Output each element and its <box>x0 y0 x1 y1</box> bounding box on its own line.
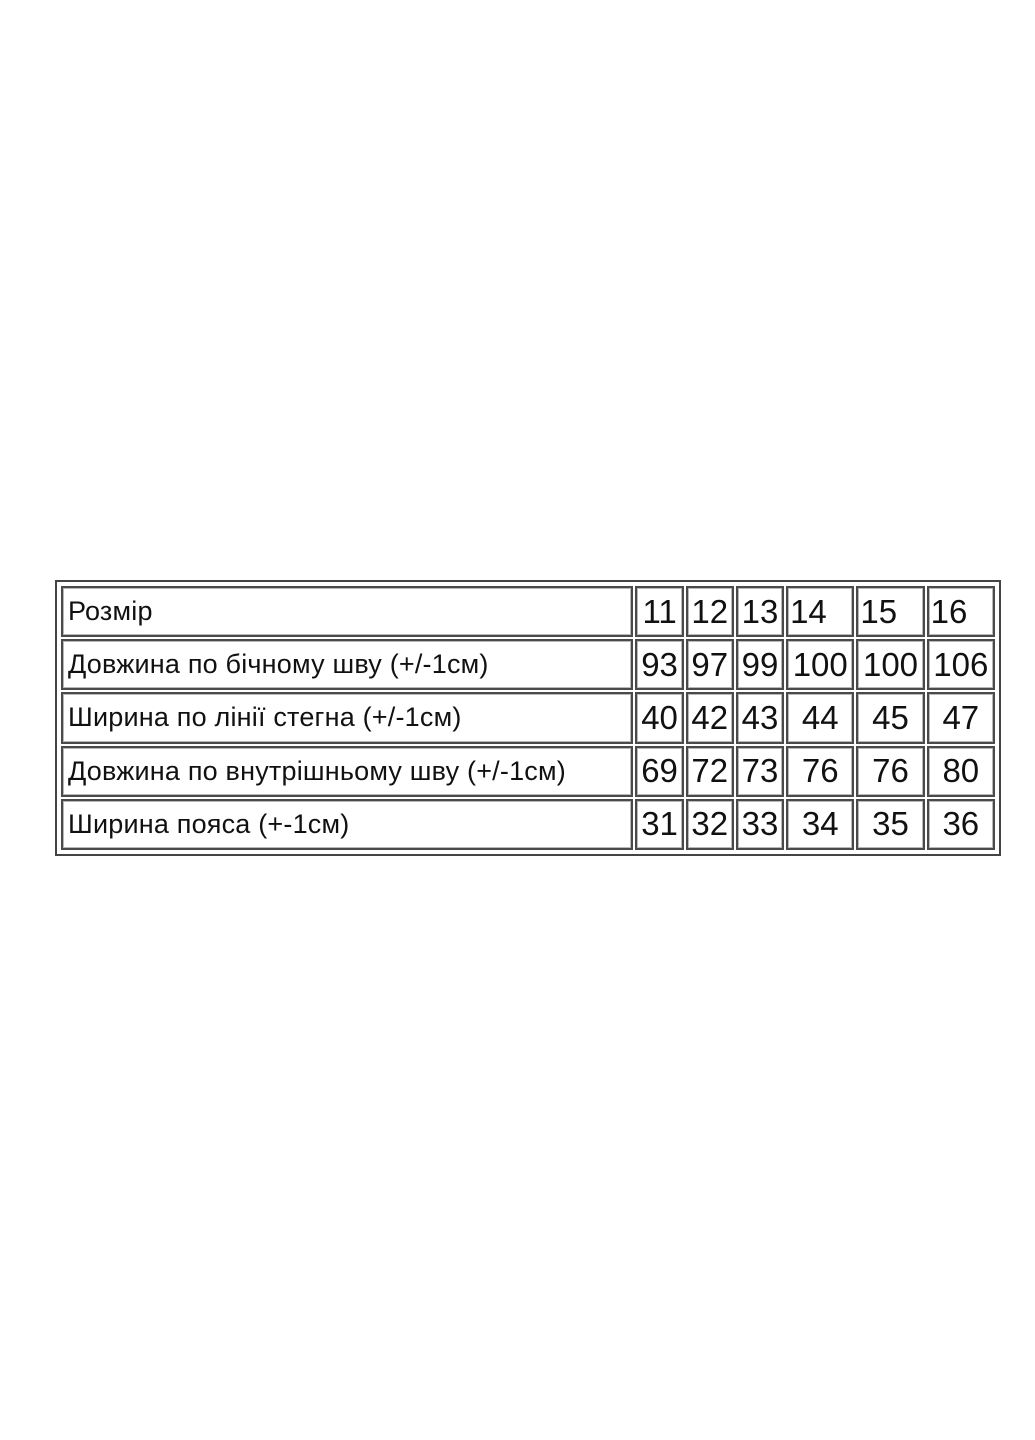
value-cell: 40 <box>635 692 683 743</box>
value-cell: 69 <box>635 746 683 797</box>
value-cell: 35 <box>856 799 924 850</box>
table-row <box>61 639 995 690</box>
value-cell: 73 <box>736 746 784 797</box>
value-cell: 93 <box>635 639 683 690</box>
size-header-cell: 15 <box>856 586 924 637</box>
size-header-cell: 12 <box>686 586 734 637</box>
value-cell: 100 <box>786 639 854 690</box>
table-row <box>61 746 995 797</box>
value-cell: 47 <box>927 692 995 743</box>
value-cell: 42 <box>686 692 734 743</box>
row-label: Ширина по лінії стегна (+/-1см) <box>61 692 633 743</box>
size-header-cell: 16 <box>927 586 995 637</box>
value-cell: 32 <box>686 799 734 850</box>
size-header-cell: 11 <box>635 586 683 637</box>
size-header-label: Розмір <box>61 586 633 637</box>
value-cell: 43 <box>736 692 784 743</box>
row-label: Довжина по бічному шву (+/-1см) <box>61 639 633 690</box>
value-cell: 36 <box>927 799 995 850</box>
size-chart-table <box>59 584 997 852</box>
row-label: Довжина по внутрішньому шву (+/-1см) <box>61 746 633 797</box>
size-chart <box>55 580 1001 856</box>
value-cell: 45 <box>856 692 924 743</box>
table-row <box>61 692 995 743</box>
size-header-cell: 13 <box>736 586 784 637</box>
size-header-cell: 14 <box>786 586 854 637</box>
value-cell: 44 <box>786 692 854 743</box>
value-cell: 80 <box>927 746 995 797</box>
value-cell: 31 <box>635 799 683 850</box>
value-cell: 72 <box>686 746 734 797</box>
value-cell: 76 <box>856 746 924 797</box>
value-cell: 100 <box>856 639 924 690</box>
value-cell: 33 <box>736 799 784 850</box>
value-cell: 97 <box>686 639 734 690</box>
table-row <box>61 799 995 850</box>
value-cell: 76 <box>786 746 854 797</box>
row-label: Ширина пояса (+-1см) <box>61 799 633 850</box>
value-cell: 106 <box>927 639 995 690</box>
value-cell: 34 <box>786 799 854 850</box>
header-row <box>61 586 995 637</box>
value-cell: 99 <box>736 639 784 690</box>
